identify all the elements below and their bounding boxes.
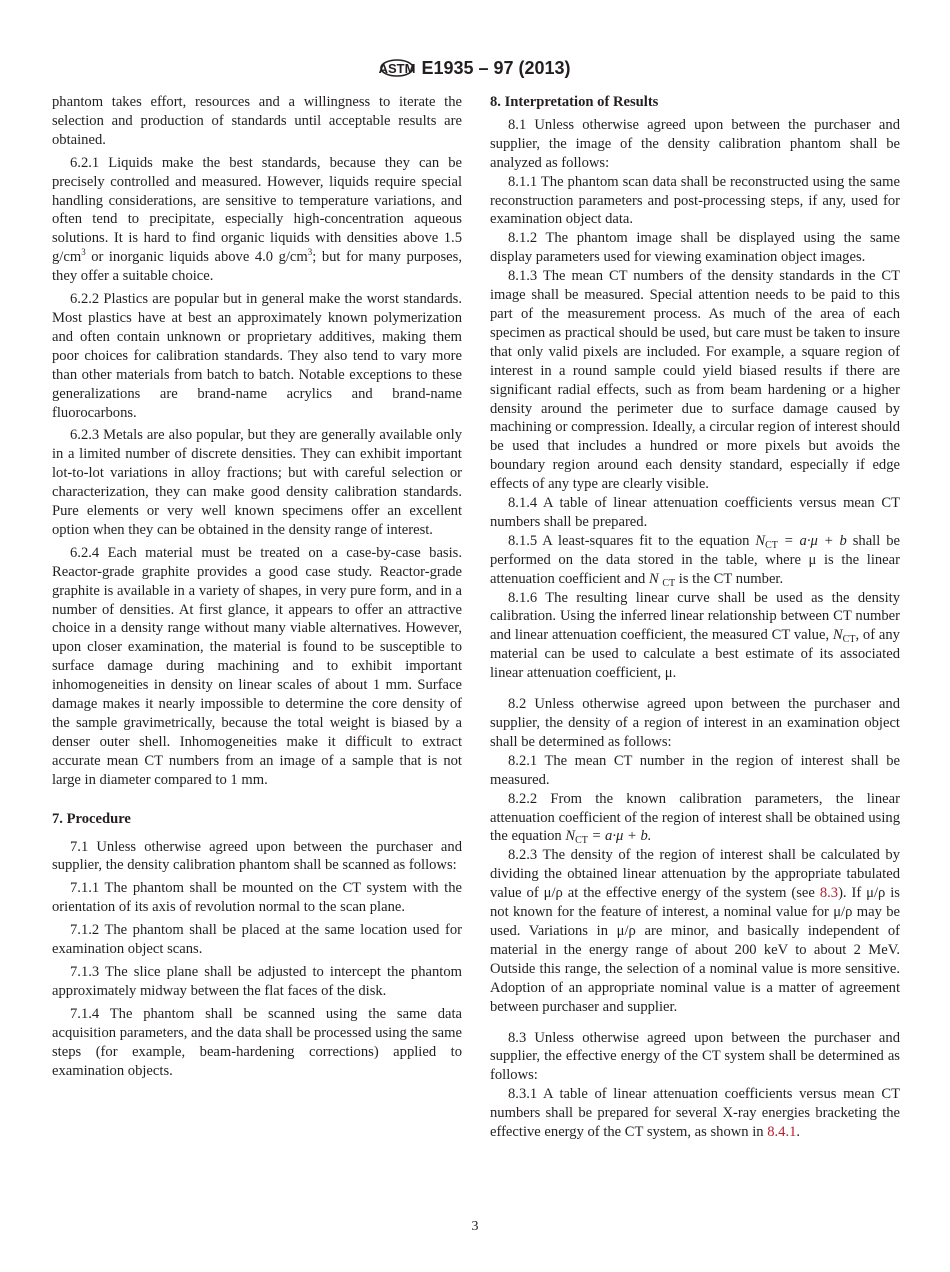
paragraph-8-1-3: 8.1.3 The mean CT numbers of the density standards in the CT image shall be measured. Special attention needs to be paid to this part of the measurement process. As much of the area of each specimen as practical should be used, but care must be taken to insure that only valid pixels are included. For example, a square region of interest in a round sample could yield biased results if there are significant radial effects, such as from beam hardening or a higher density around the perimeter due to surface damage caused by machining or compression. Ideally, a circular region of interest should be used that includes a hundred or more pixels but avoids the boundary region around each density standard, especially if edge effects of any type are clearly visible. bbox=[490, 268, 900, 493]
link-section-8-3[interactable]: 8.3 bbox=[819, 885, 839, 902]
text-span: or inorganic liquids above 4.0 g/cm bbox=[85, 249, 308, 266]
paragraph-7-1-4: 7.1.4 The phantom shall be scanned using the same data acquisition parameters, and the data shall be processed using the same steps (for example, beam-hardening corrections) applied to examination objects. bbox=[52, 1005, 462, 1079]
left-column bbox=[52, 93, 462, 1080]
superscript: 3 bbox=[307, 247, 313, 258]
paragraph-6-2-4: 6.2.4 Each material must be treated on a case-by-case basis. Reactor-grade graphite provides a good case study. Reactor-grade graphite is available in a variety of shapes, in very pure form, and in a number of densities. At first glance, it appears to offer an attractive choice in a density range without many viable alternatives. However, upon closer examination, the material is found to be susceptible to surface damage during machining and to exhibit important inhomogeneities in density on linear scales of about 1 mm. Surface damage makes it nearly impossible to determine the core density of the sample gravimetrically, because the total weight is biased by a denser outer shell. Inhomogeneities make it difficult to extract accurate mean CT numbers from an image of a sample that is not large in diameter compared to 1 mm. bbox=[52, 544, 462, 788]
text-span: 8.1.5 A least-squares fit to the equation bbox=[508, 532, 756, 549]
paragraph-continuation: phantom takes effort, resources and a willingness to iterate the selection and production of standards until acceptable results are obtained. bbox=[52, 94, 462, 148]
paragraph-7-1-2: 7.1.2 The phantom shall be placed at the same location used for examination object scans. bbox=[52, 922, 462, 958]
section-heading-8: 8. Interpretation of Results bbox=[490, 94, 659, 110]
text-span: 8.2.2 From the known calibration parameters, the linear attenuation coefficient of the region of interest shall be obtained using the equation bbox=[490, 790, 900, 845]
subscript: CT bbox=[842, 634, 856, 646]
text-span: 6.2.1 Liquids make the best standards, because they can be precisely controlled and measured. However, liquids require special handling considerations, are sensitive to temperature variations, and often tend to precipitate, especially high-concentration aqueous solutions. It is hard to find organic liquids with densities above 1.5 g/cm bbox=[52, 154, 462, 266]
paragraph-7-1-3: 7.1.3 The slice plane shall be adjusted to intercept the phantom approximately midway between the flat faces of the disk. bbox=[52, 963, 462, 999]
paragraph-8-2-2 bbox=[490, 790, 900, 847]
text-span: 8.1.6 The resulting linear curve shall be used as the density calibration. Using the inferred linear relationship between CT number and linear attenuation coefficient, the measured CT value, bbox=[490, 589, 900, 644]
paragraph-6-2-1 bbox=[52, 154, 462, 286]
page-header bbox=[0, 55, 950, 85]
text-span: ). If μ/ρ is not known for the feature of interest, a nominal value for μ/ρ may be used. Variations in μ/ρ are minor, and basically independent of material in the energy range of about 200 keV to about 2 MeV. Outside this range, the selection of a nominal value is more sensitive. Adoption of an appropriate nominal value is a matter of agreement between purchaser and supplier. bbox=[490, 885, 900, 1015]
paragraph-8-1-4: 8.1.4 A table of linear attenuation coefficients versus mean CT numbers shall be prepared. bbox=[490, 495, 900, 530]
section-heading-7: 7. Procedure bbox=[52, 810, 131, 827]
equation-symbol: N bbox=[565, 828, 576, 845]
paragraph-8-2: 8.2 Unless otherwise agreed upon between the purchaser and supplier, the density of a region of interest in an examination object shall be determined as follows: bbox=[490, 696, 900, 750]
paragraph-8-1-1: 8.1.1 The phantom scan data shall be reconstructed using the same reconstruction parameters and post-processing steps, if any, used for examination object data. bbox=[490, 173, 900, 228]
equation: = a·μ + b. bbox=[587, 828, 652, 845]
equation-symbol: N bbox=[755, 532, 766, 549]
astm-logo-icon bbox=[379, 55, 415, 81]
paragraph-7-1-1: 7.1.1 The phantom shall be mounted on the CT system with the orientation of its axis of revolution normal to the scan plane. bbox=[52, 880, 462, 916]
paragraph-8-1-5 bbox=[490, 532, 900, 589]
equation-symbol: N bbox=[648, 570, 659, 587]
document-id: E1935 – 97 (2013) bbox=[421, 57, 571, 78]
paragraph-6-2-3: 6.2.3 Metals are also popular, but they are generally available only in a limited number of discrete densities. They can exhibit important lot-to-lot variations in alloy fractions; but with careful selection or characterization, they can make good density calibration standards. Pure elements or very well known specimens offer an excellent option when they can be obtained in the density range of interest. bbox=[52, 427, 462, 538]
text-span: . bbox=[796, 1124, 801, 1141]
paragraph-8-3: 8.3 Unless otherwise agreed upon between the purchaser and supplier, the effective energy of the CT system shall be determined as follows: bbox=[490, 1029, 900, 1084]
page-number: 3 bbox=[471, 1219, 479, 1234]
text-span: is the CT number. bbox=[675, 570, 784, 587]
text-span: 8.2.3 The density of the region of interest shall be calculated by dividing the obtained linear attenuation by the appropriate tabulated value of μ/ρ at the effective energy of the system (see bbox=[490, 847, 900, 902]
paragraph-8-1-2: 8.1.2 The phantom image shall be displayed using the same display parameters used for viewing examination object images. bbox=[490, 230, 900, 266]
paragraph-7-1: 7.1 Unless otherwise agreed upon between the purchaser and supplier, the density calibration phantom shall be scanned as follows: bbox=[52, 838, 462, 874]
paragraph-8-1-6 bbox=[490, 589, 900, 684]
right-column bbox=[490, 93, 900, 1142]
paragraph-8-2-3 bbox=[490, 846, 900, 1016]
paragraph-8-1: 8.1 Unless otherwise agreed upon between the purchaser and supplier, the image of the density calibration phantom shall be analyzed as follows: bbox=[490, 116, 900, 171]
paragraph-8-3-1 bbox=[490, 1085, 900, 1142]
superscript: 3 bbox=[81, 247, 86, 258]
text-span: ; but for many purposes, they offer a suitable choice. bbox=[52, 249, 462, 285]
subscript: CT bbox=[662, 577, 676, 589]
equation-symbol: N bbox=[832, 627, 843, 644]
text-span: 8.3.1 A table of linear attenuation coefficients versus mean CT numbers shall be prepared for several X-ray energies bracketing the effective energy of the CT system, as shown in bbox=[490, 1086, 900, 1141]
subscript: CT bbox=[765, 539, 778, 551]
equation: = a·μ + b bbox=[777, 532, 847, 549]
paragraph-6-2-2: 6.2.2 Plastics are popular but in general make the worst standards. Most plastics have at best an approximately known polymerization and often contain unknown or proprietary additives, making them poor choices for calibration standards. They also tend to vary more than other materials from batch to batch. Notable exceptions to these generalizations are brand-name acrylics and brand-name fluorocarbons. bbox=[52, 291, 462, 421]
paragraph-8-2-1: 8.2.1 The mean CT number in the region of interest shall be measured. bbox=[490, 752, 900, 788]
link-section-8-4-1[interactable]: 8.4.1 bbox=[767, 1124, 797, 1141]
text-span: , of any material can be used to calculate a best estimate of its associated linear attenuation coefficient, μ. bbox=[490, 627, 900, 682]
text-span: shall be performed on the data stored in the table, where μ is the linear attenuation coefficient and bbox=[490, 532, 900, 587]
svg-text:ASTM: ASTM bbox=[379, 61, 416, 76]
subscript: CT bbox=[575, 835, 588, 847]
